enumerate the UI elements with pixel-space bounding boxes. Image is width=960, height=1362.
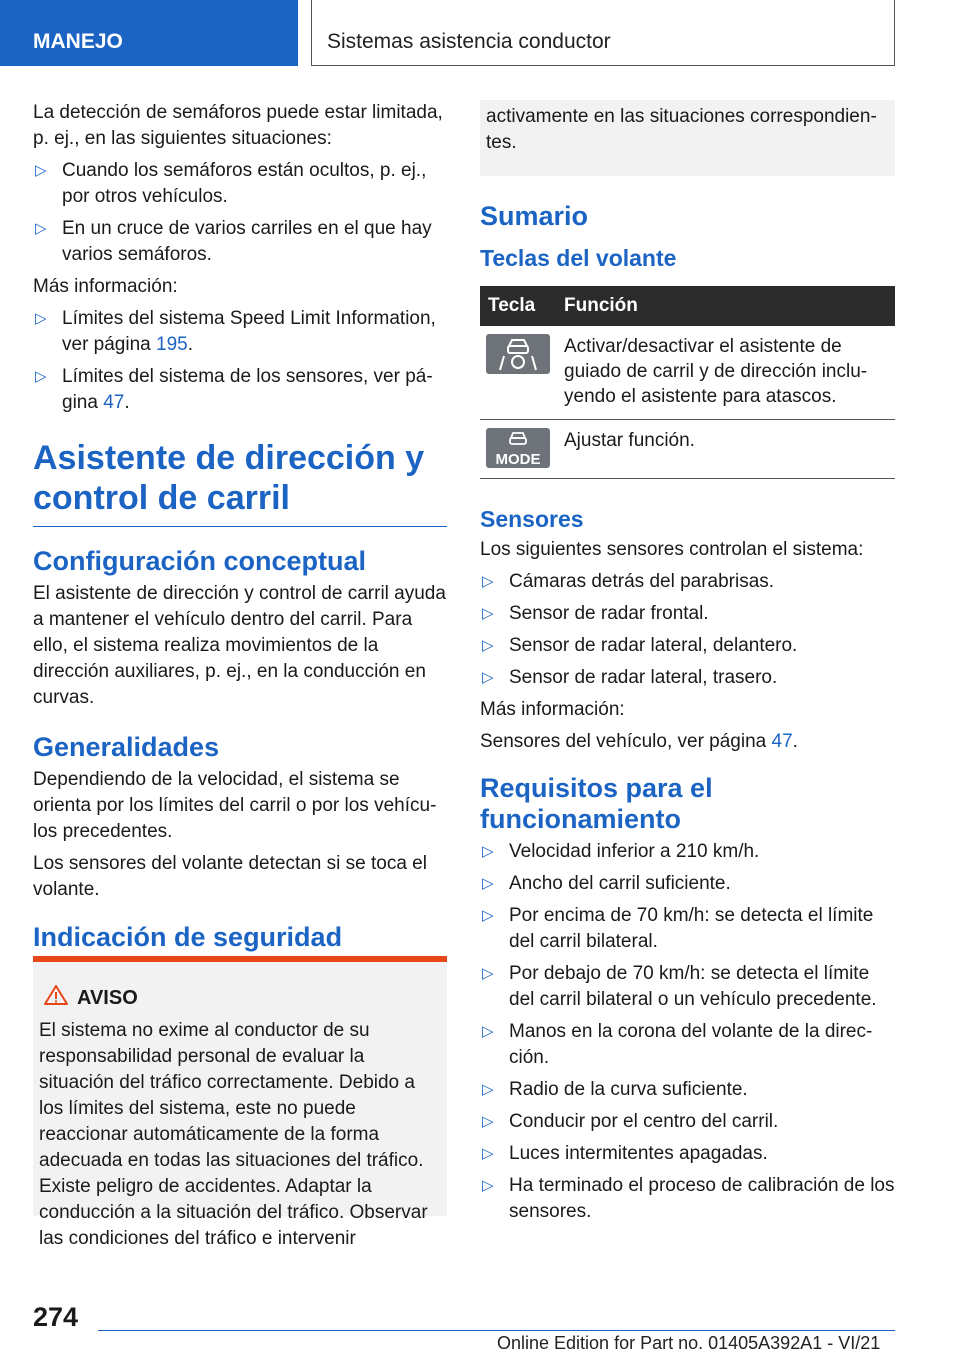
intro-text: La detección de semáforos puede estar limitada, p. ej., en las siguientes situaciones:	[33, 102, 443, 149]
lane-assist-key-icon	[486, 334, 550, 374]
footer-divider	[98, 1330, 895, 1331]
list-item: ▷ En un cruce de varios carriles en el que hay varios semáforos.	[35, 218, 432, 265]
table-header-function: Función	[556, 286, 895, 326]
triangle-bullet-icon: ▷	[482, 573, 494, 590]
warning-triangle-icon	[43, 984, 69, 1012]
table-header-key: Tecla	[480, 286, 556, 326]
list-item: ▷ Luces intermitentes apagadas.	[480, 1141, 895, 1167]
triangle-bullet-icon: ▷	[35, 310, 47, 327]
function-cell: Activar/desactivar el asistente de guiado de carril y de dirección incluyendo el asistente para atascos.	[556, 326, 895, 420]
warning-box	[33, 956, 447, 1249]
keys-table	[480, 286, 895, 479]
list-item: ▷ Ha terminado el proceso de calibración de los sensores.	[482, 1175, 895, 1222]
page-link[interactable]: 195	[156, 334, 188, 355]
list-item: ▷ Por debajo de 70 km/h: se detecta el límite del carril bilateral o un vehículo precedente.	[482, 963, 877, 1010]
mode-key-icon	[486, 428, 550, 468]
general-text-1: Dependiendo de la velocidad, el sistema se orienta por los límites del carril o por los vehículos precedentes.	[33, 769, 437, 842]
triangle-bullet-icon: ▷	[482, 1081, 494, 1098]
summary-heading: Sumario	[480, 201, 589, 231]
list-item: ▷ Por encima de 70 km/h: se detecta el límite del carril bilateral.	[482, 905, 874, 952]
list-item: ▷ Manos en la corona del volante de la dirección.	[482, 1021, 873, 1068]
table-header-row	[480, 286, 895, 326]
list-item: ▷ Cámaras detrás del parabrisas.	[480, 569, 895, 595]
page-header	[0, 0, 960, 66]
refs-list	[33, 306, 447, 416]
chapter-tab: Sistemas asistencia conductor	[311, 0, 895, 66]
requirements-heading: Requisitos para el funcionamiento	[480, 773, 713, 834]
function-cell: Ajustar función.	[556, 420, 895, 479]
triangle-bullet-icon: ▷	[35, 220, 47, 237]
triangle-bullet-icon: ▷	[482, 843, 494, 860]
triangle-bullet-icon: ▷	[482, 1023, 494, 1040]
page-link[interactable]: 47	[103, 392, 125, 413]
warning-label: AVISO	[77, 986, 138, 1009]
triangle-bullet-icon: ▷	[482, 605, 494, 622]
triangle-bullet-icon: ▷	[482, 637, 494, 654]
list-item: ▷ Radio de la curva suficiente.	[480, 1077, 895, 1103]
triangle-bullet-icon: ▷	[482, 965, 494, 982]
concept-heading: Configuración conceptual	[33, 546, 367, 576]
triangle-bullet-icon: ▷	[35, 368, 47, 385]
list-item: ▷ Límites del sistema de los sensores, ver página 47.	[35, 366, 433, 413]
triangle-bullet-icon: ▷	[482, 1145, 494, 1162]
triangle-bullet-icon: ▷	[482, 907, 494, 924]
triangle-bullet-icon: ▷	[482, 1113, 494, 1130]
triangle-bullet-icon: ▷	[482, 1177, 494, 1194]
more-info-label: Más información:	[33, 276, 178, 297]
list-item: ▷ Sensor de radar frontal.	[480, 601, 895, 627]
page-number: 274	[33, 1302, 79, 1332]
page-link[interactable]: 47	[771, 731, 793, 752]
general-heading: Generalidades	[33, 732, 220, 762]
list-item: ▷ Límites del sistema Speed Limit Information, ver página 195.	[35, 308, 436, 355]
section-tab: MANEJO	[0, 0, 298, 66]
list-item: ▷ Ancho del carril suficiente.	[480, 871, 895, 897]
triangle-bullet-icon: ▷	[482, 875, 494, 892]
edition-text: Online Edition for Part no. 01405A392A1 - VI/21	[497, 1333, 881, 1353]
requirements-list	[480, 839, 895, 1225]
right-column	[480, 100, 895, 1231]
sensors-intro: Los siguientes sensores controlan el sistema:	[480, 539, 864, 560]
more-info-label: Más información:	[480, 699, 625, 720]
warning-text: El sistema no exime al conductor de su responsabilidad personal de evaluar la situación del tráfico correctamente. Debido a los límites del sistema, este no puede reaccionar automáticamente de la forma adecuada en todas las situaciones del tráfico. Existe peligro de accidentes. Adaptar la conducción a la situación del tráfico. Observar las condiciones del tráfico e intervenir	[39, 1020, 428, 1249]
list-item: ▷ Cuando los semáforos están ocultos, p. ej., por otros vehículos.	[35, 160, 427, 207]
situations-list	[33, 158, 447, 268]
table-row	[480, 420, 895, 479]
concept-text: El asistente de dirección y control de carril ayuda a mantener el vehículo dentro del carril. Para ello, el sistema realiza movimientos de la dirección auxiliares, p. ej., en la conducción en curvas.	[33, 583, 446, 708]
list-item: ▷ Sensor de radar lateral, delantero.	[480, 633, 895, 659]
keys-heading: Teclas del volante	[480, 245, 677, 271]
triangle-bullet-icon: ▷	[482, 669, 494, 686]
mode-key-label: MODE	[495, 451, 541, 468]
sensors-list	[480, 569, 895, 691]
safety-heading: Indicación de seguridad	[33, 922, 343, 952]
list-item: ▷ Velocidad inferior a 210 km/h.	[480, 839, 895, 865]
list-item: ▷ Conducir por el centro del carril.	[480, 1109, 895, 1135]
warning-header	[39, 984, 439, 1012]
sensors-heading: Sensores	[480, 506, 584, 532]
list-item: ▷ Sensor de radar lateral, trasero.	[480, 665, 895, 691]
chapter-title: Asistente de dirección y control de carril	[33, 438, 447, 527]
general-text-2: Los sensores del volante detectan si se toca el volante.	[33, 853, 427, 900]
sensors-ref: Sensores del vehículo, ver página 47.	[480, 731, 798, 752]
triangle-bullet-icon: ▷	[35, 162, 47, 179]
table-row	[480, 326, 895, 420]
left-column	[33, 100, 447, 957]
warning-continuation: activamente en las situaciones correspondientes.	[480, 100, 895, 176]
